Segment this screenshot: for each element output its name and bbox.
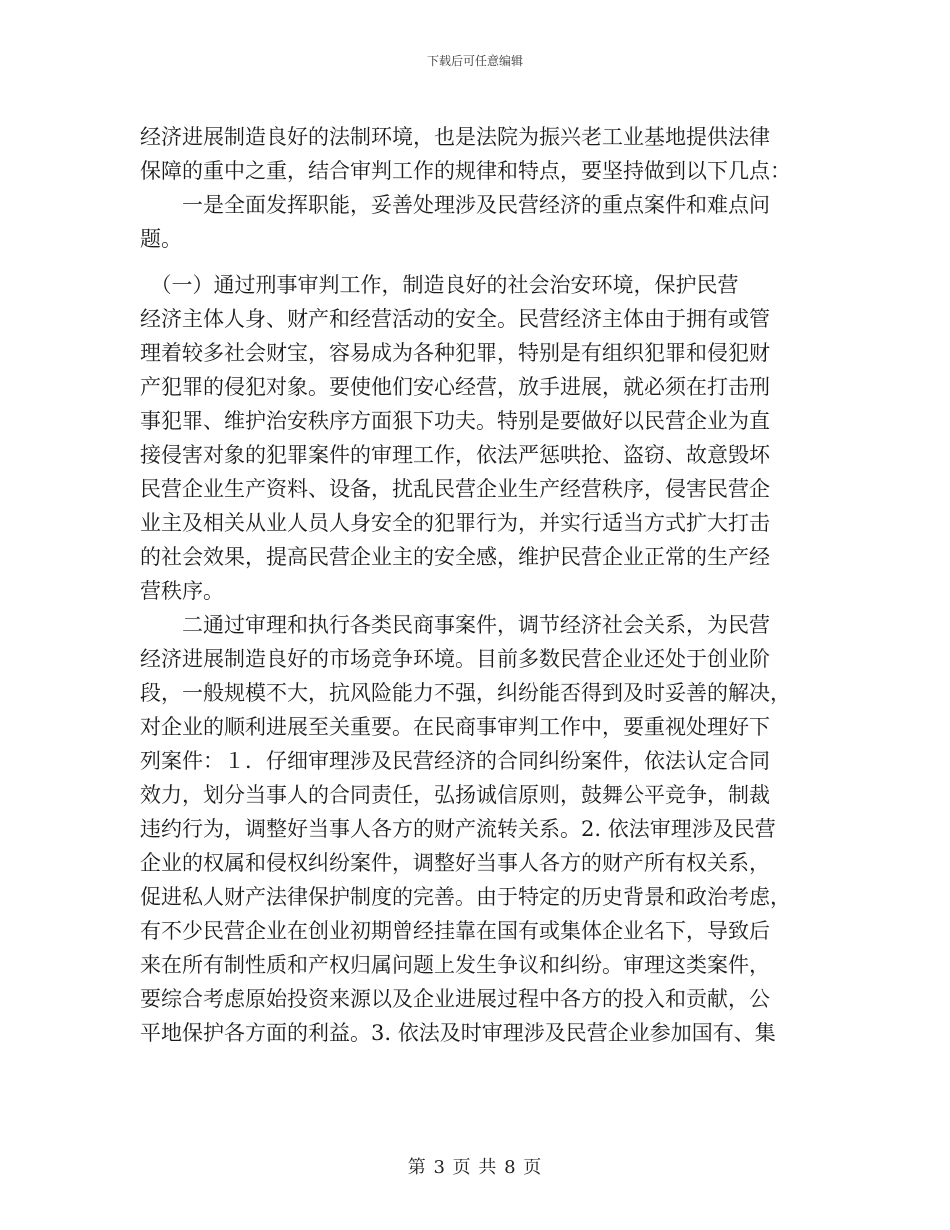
text-line: 产犯罪的侵犯对象。要使他们安心经营，放手进展，就必须在打击刑 [140, 375, 770, 399]
text-line: 的社会效果，提高民营企业主的安全感，维护民营企业正常的生产经 [140, 545, 770, 569]
text-line: 业主及相关从业人员人身安全的犯罪行为，并实行适当方式扩大打击 [140, 511, 770, 535]
text-line: 经济进展制造良好的市场竞争环境。目前多数民营企业还处于创业阶 [140, 647, 770, 671]
text-line: 经济进展制造良好的法制环境，也是法院为振兴老工业基地提供法律 [140, 125, 770, 149]
text-line: 理着较多社会财宝，容易成为各种犯罪，特别是有组织犯罪和侵犯财 [140, 341, 770, 365]
text-line: 保障的重中之重，结合审判工作的规律和特点，要坚持做到以下几点： [140, 159, 791, 183]
text-line: 民营企业生产资料、设备，扰乱民营企业生产经营秩序，侵害民营企 [140, 477, 770, 501]
text-line: 要综合考虑原始投资来源以及企业进展过程中各方的投入和贡献，公 [140, 987, 770, 1011]
document-body [140, 120, 812, 1050]
text-line: 平地保护各方面的利益。3. 依法及时审理涉及民营企业参加国有、集 [140, 1021, 776, 1045]
text-line: 经济主体人身、财产和经营活动的安全。民营经济主体由于拥有或管 [140, 307, 770, 331]
text-line: 违约行为，调整好当事人各方的财产流转关系。2. 依法审理涉及民营 [140, 817, 776, 841]
page-number-footer: 第 3 页 共 8 页 [407, 1157, 543, 1178]
text-line: 效力，划分当事人的合同责任，弘扬诚信原则，鼓舞公平竞争，制裁 [140, 783, 770, 807]
text-line: 题。 [140, 227, 182, 251]
text-line: 列案件：１．仔细审理涉及民营经济的合同纠纷案件，依法认定合同 [140, 749, 770, 773]
text-line: 有不少民营企业在创业初期曾经挂靠在国有或集体企业名下，导致后 [140, 919, 770, 943]
text-line: 营秩序。 [140, 579, 224, 603]
text-line: 事犯罪、维护治安秩序方面狠下功夫。特别是要做好以民营企业为直 [140, 409, 770, 433]
text-line: 促进私人财产法律保护制度的完善。由于特定的历史背景和政治考虑， [140, 885, 791, 909]
text-line: 一是全面发挥职能，妥善处理涉及民营经济的重点案件和难点问 [140, 193, 770, 217]
text-line: （一）通过刑事审判工作，制造良好的社会治安环境，保护民营 [140, 273, 739, 297]
text-line: 企业的权属和侵权纠纷案件，调整好当事人各方的财产所有权关系， [140, 851, 770, 875]
text-line: 段，一般规模不大，抗风险能力不强，纠纷能否得到及时妥善的解决， [140, 681, 791, 705]
text-line: 接侵害对象的犯罪案件的审理工作，依法严惩哄抢、盗窃、故意毁坏 [140, 443, 770, 467]
text-line: 来在所有制性质和产权归属问题上发生争议和纠纷。审理这类案件， [140, 953, 770, 977]
page-header: 下载后可任意编辑 [426, 54, 523, 68]
text-line: 对企业的顺利进展至关重要。在民商事审判工作中，要重视处理好下 [140, 715, 770, 739]
text-line: 二通过审理和执行各类民商事案件，调节经济社会关系，为民营 [140, 613, 770, 637]
